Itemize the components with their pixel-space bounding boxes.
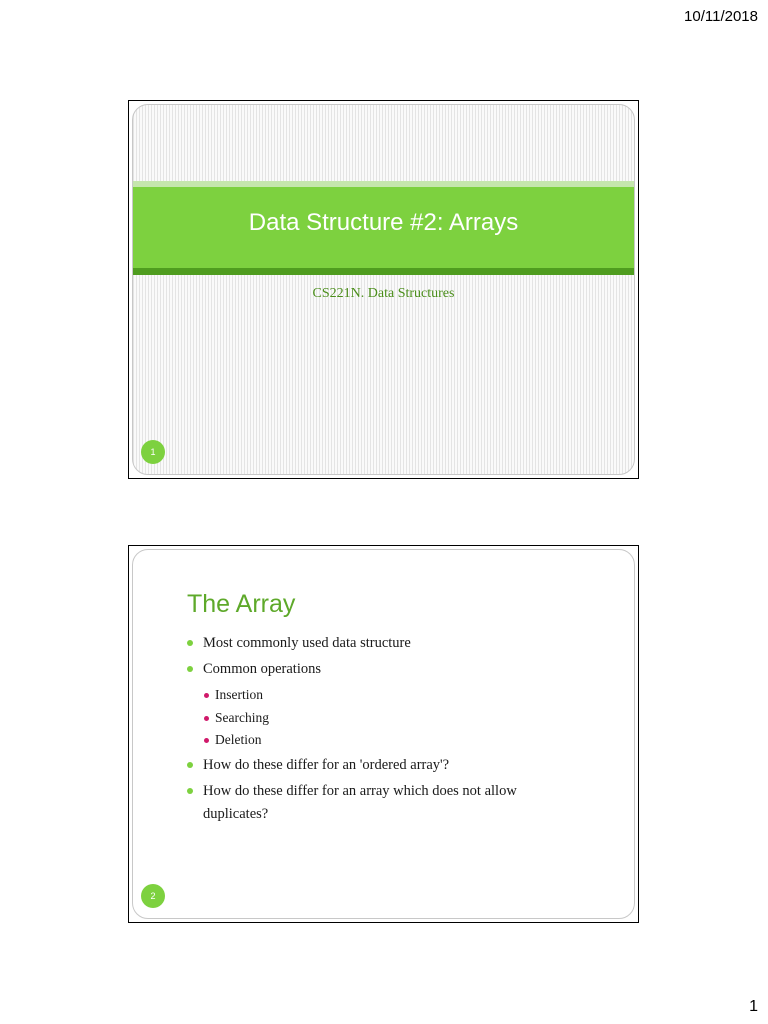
bullet-dot-icon	[187, 640, 193, 646]
bullet-item	[185, 658, 585, 681]
bullet-dot-icon	[187, 666, 193, 672]
slide-number-badge: 2	[141, 884, 165, 908]
sub-bullet-dot-icon	[204, 738, 209, 743]
slide-number-badge: 1	[141, 440, 165, 464]
page-number: 1	[749, 998, 758, 1015]
sub-bullet-item	[203, 684, 585, 707]
sub-bullet-dot-icon	[204, 716, 209, 721]
slide-subtitle: CS221N. Data Structures	[312, 286, 455, 301]
bullet-item	[185, 632, 585, 655]
slide-1-thumbnail	[128, 100, 639, 479]
bullet-text: Most commonly used data structure	[203, 635, 411, 651]
title-band-accent	[133, 268, 634, 275]
bullet-text: How do these differ for an array which does not allow duplicates?	[203, 782, 517, 822]
slide-2-background	[132, 549, 635, 919]
sub-bullet-item	[203, 729, 585, 752]
sub-bullet-text: Searching	[215, 709, 269, 725]
slide-title: Data Structure #2: Arrays	[248, 209, 519, 236]
slide-2-thumbnail	[128, 545, 639, 923]
bullet-text: Common operations	[203, 661, 322, 677]
sub-bullet-item	[203, 707, 585, 730]
sub-bullet-text: Insertion	[215, 687, 263, 702]
bullet-item	[185, 780, 585, 826]
sub-bullet-list	[203, 684, 585, 752]
slide-1-background	[132, 104, 635, 475]
bullet-dot-icon	[187, 762, 193, 768]
slide-heading: The Array	[187, 590, 296, 618]
page-date: 10/11/2018	[684, 8, 758, 25]
sub-bullet-dot-icon	[204, 693, 209, 698]
sub-bullet-text: Deletion	[215, 732, 262, 747]
bullet-dot-icon	[187, 788, 193, 794]
bullet-list	[185, 632, 585, 829]
bullet-item	[185, 754, 585, 777]
bullet-text: How do these differ for an 'ordered array'?	[203, 756, 450, 773]
